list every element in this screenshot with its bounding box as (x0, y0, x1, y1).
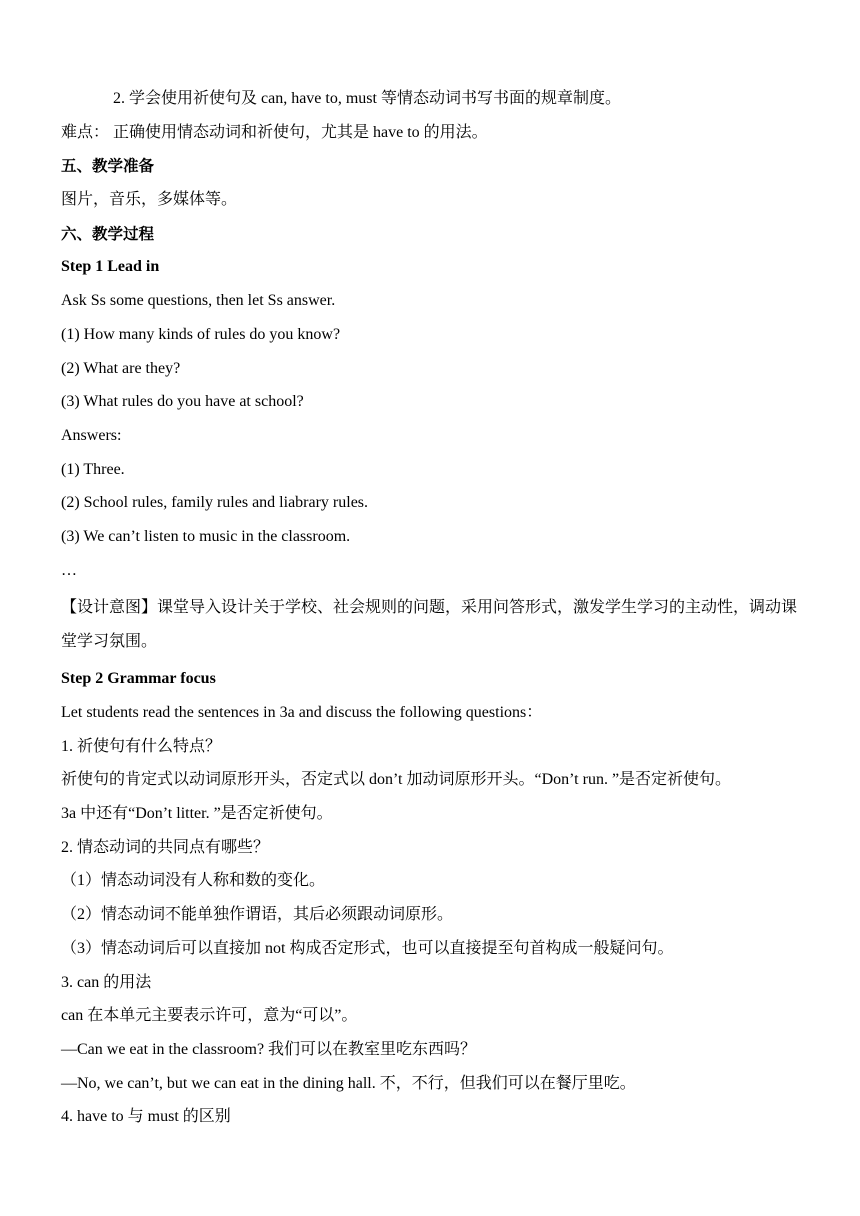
objective-line: 2. 学会使用祈使句及 can, have to, must 等情态动词书写书面的规章制度。 (113, 90, 621, 107)
section-heading-preparation: 五、教学准备 (61, 157, 155, 176)
ellipsis-line: … (61, 561, 77, 579)
preparation-text: 图片，音乐，多媒体等。 (61, 191, 238, 209)
list-item: （2）情态动词不能单独作谓语，其后必须跟动词原形。 (61, 906, 454, 924)
question-line: 2. 情态动词的共同点有哪些？ (61, 838, 270, 856)
answer-line: (3) We can’t listen to music in the classroom. (61, 527, 351, 545)
design-intent-paragraph: 【设计意图】课堂导入设计关于学校、社会规则的问题，采用问答形式，激发学生学习的主动性，调动课堂学习氛围。 (61, 599, 798, 651)
subheading-line: 3. can 的用法 (61, 973, 152, 991)
section-heading-process: 六、教学过程 (61, 224, 155, 243)
answers-label: Answers: (61, 426, 122, 444)
question-line: (1) How many kinds of rules do you know? (61, 325, 341, 343)
step-heading-grammar-focus: Step 2 Grammar focus (61, 670, 216, 688)
paragraph-line: can 在本单元主要表示许可，意为“可以”。 (61, 1007, 358, 1025)
dialogue-line: —No, we can’t, but we can eat in the dining hall. 不，不行，但我们可以在餐厅里吃。 (61, 1074, 636, 1092)
difficulty-line: 难点： 正确使用情态动词和祈使句，尤其是 have to 的用法。 (61, 123, 488, 141)
paragraph-line: Let students read the sentences in 3a and discuss the following questions： (61, 704, 543, 721)
dialogue-line: —Can we eat in the classroom? 我们可以在教室里吃东西吗？ (61, 1040, 477, 1058)
answer-line: (2) School rules, family rules and liabrary rules. (61, 494, 369, 512)
question-line: (2) What are they? (61, 359, 181, 377)
list-item: （3）情态动词后可以直接加 not 构成否定形式，也可以直接提至句首构成一般疑问句。 (61, 939, 674, 957)
paragraph-line: Ask Ss some questions, then let Ss answer. (61, 292, 336, 310)
paragraph-line: 祈使句的肯定式以动词原形开头，否定式以 don’t 加动词原形开头。“Don’t run. ”是否定祈使句。 (61, 771, 732, 789)
answer-line: (1) Three. (61, 460, 125, 478)
subheading-line: 4. have to 与 must 的区别 (61, 1108, 231, 1126)
list-item: （1）情态动词没有人称和数的变化。 (61, 872, 326, 890)
question-line: (3) What rules do you have at school? (61, 393, 304, 411)
document-page (61, 86, 811, 1138)
question-line: 1. 祈使句有什么特点？ (61, 737, 222, 755)
paragraph-line: 3a 中还有“Don’t litter. ”是否定祈使句。 (61, 805, 333, 823)
step-heading-lead-in: Step 1 Lead in (61, 258, 160, 276)
